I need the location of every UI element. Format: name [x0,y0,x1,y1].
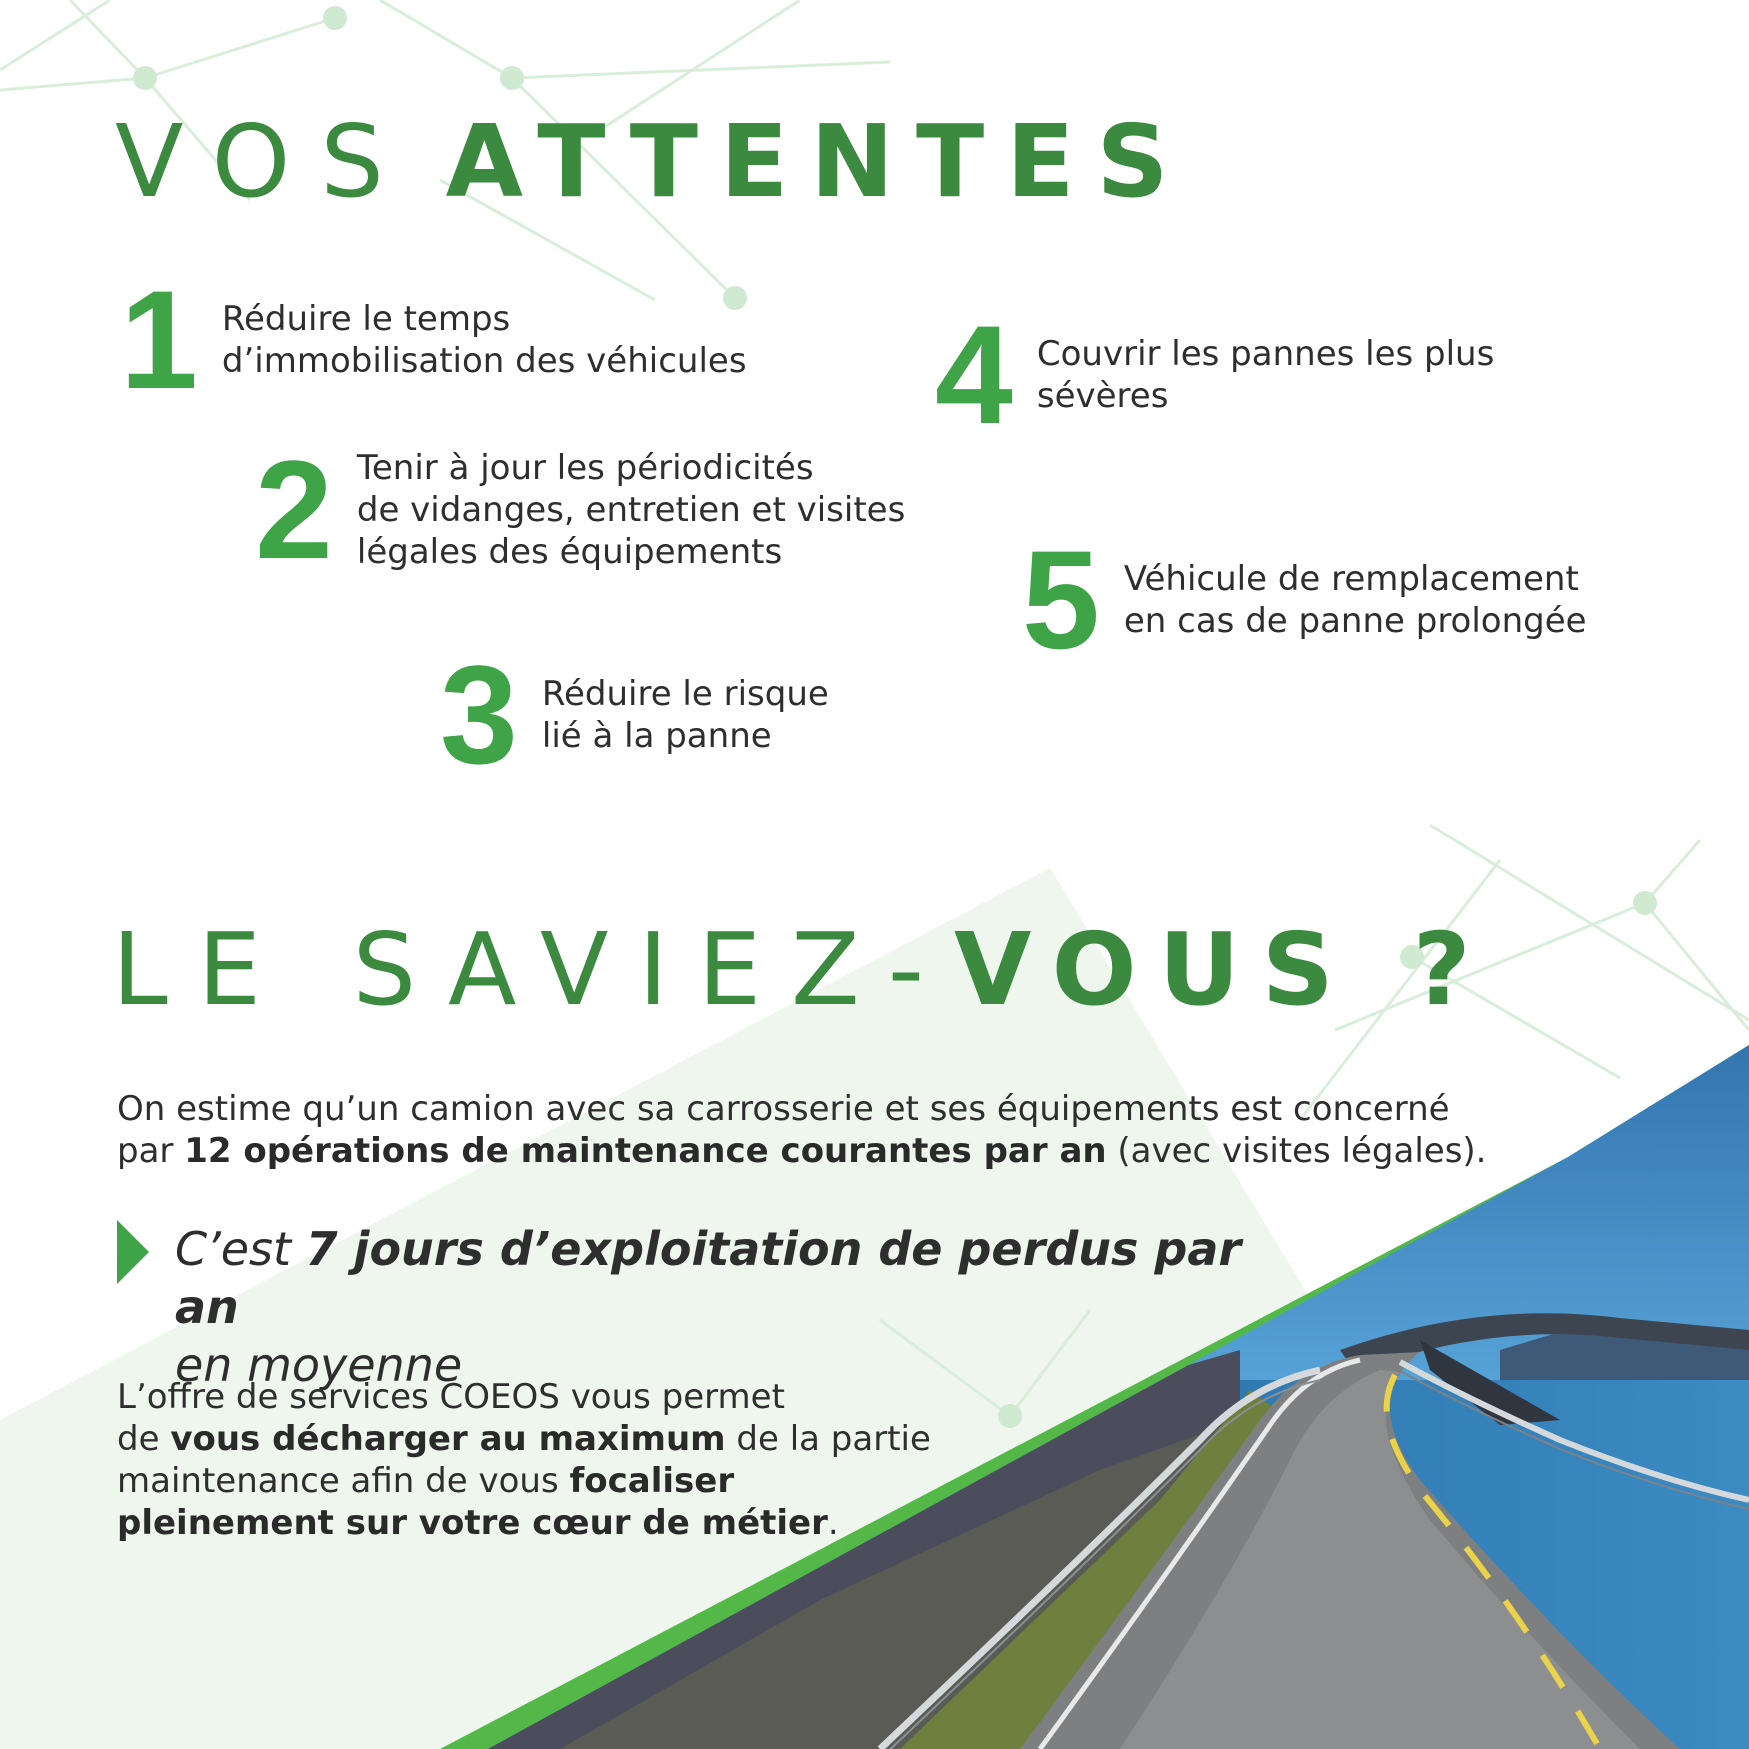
title-light-part: VOS [115,103,414,220]
expectation-item [935,296,1495,453]
estimate-paragraph [117,1088,1517,1172]
item-text-line: lié à la panne [541,716,772,756]
item-text [222,298,747,382]
le-saviez-vous-title [112,911,1493,1028]
item-text-line: Véhicule de remplacement [1123,559,1579,599]
offer-paragraph [117,1376,1017,1544]
title-bold-part: VOUS ? [953,911,1493,1028]
text-run: de [117,1419,171,1459]
text-run: C’est [175,1222,306,1276]
text-run: de la partie [725,1419,931,1459]
item-text-line: Couvrir les pannes les plus [1036,334,1495,374]
play-arrow-icon [117,1220,149,1284]
text-bold-run: vous décharger au maximum [170,1419,726,1459]
offer-line [117,1461,734,1501]
title-bold-part: ATTENTES [445,103,1191,220]
offer-line [117,1419,931,1459]
estimate-line-2 [117,1131,1487,1171]
expectation-item [440,636,829,793]
item-number: 3 [440,636,514,793]
text-run: maintenance afin de vous [117,1461,570,1501]
item-number: 1 [120,261,194,418]
text-run: . [827,1503,839,1543]
callout-text [175,1220,1317,1394]
offer-line: L’offre de services COEOS vous permet [117,1377,785,1417]
item-text [357,447,905,573]
item-number: 4 [935,296,1009,453]
item-text [1124,558,1587,642]
item-text-line: légales des équipements [356,532,783,572]
vos-attentes-title [115,103,1191,220]
text-run: (avec visites légales). [1106,1131,1487,1171]
expectation-item [255,431,906,588]
key-fact-callout [117,1220,1317,1394]
item-text-line: Tenir à jour les périodicités [356,448,814,488]
text-bold-run: 12 opérations de maintenance courantes par an [184,1131,1107,1171]
item-text-line: de vidanges, entretien et visites [356,490,906,530]
text-bold-run: focaliser [569,1461,735,1501]
item-text [542,673,829,757]
item-text-line: sévères [1036,376,1169,416]
item-text-line: Réduire le temps [221,299,511,339]
text-run: en moyenne [175,1338,463,1392]
expectation-item [120,261,747,418]
item-number: 2 [255,431,329,588]
offer-line [117,1503,839,1543]
item-number: 5 [1022,521,1096,678]
item-text-line: en cas de panne prolongée [1123,601,1587,641]
estimate-line-1: On estime qu’un camion avec sa carrosserie et ses équipements est concerné [117,1089,1450,1129]
text-bold-run: pleinement sur votre cœur de métier [117,1503,828,1543]
item-text-line: d’immobilisation des véhicules [221,341,747,381]
expectation-item [1022,521,1587,678]
item-text-line: Réduire le risque [541,674,829,714]
text-bold-run: 7 jours d’exploitation de perdus par an [175,1222,1242,1334]
title-light-part: LE SAVIEZ- [112,911,954,1028]
text-run: par [117,1131,185,1171]
item-text [1037,333,1494,417]
